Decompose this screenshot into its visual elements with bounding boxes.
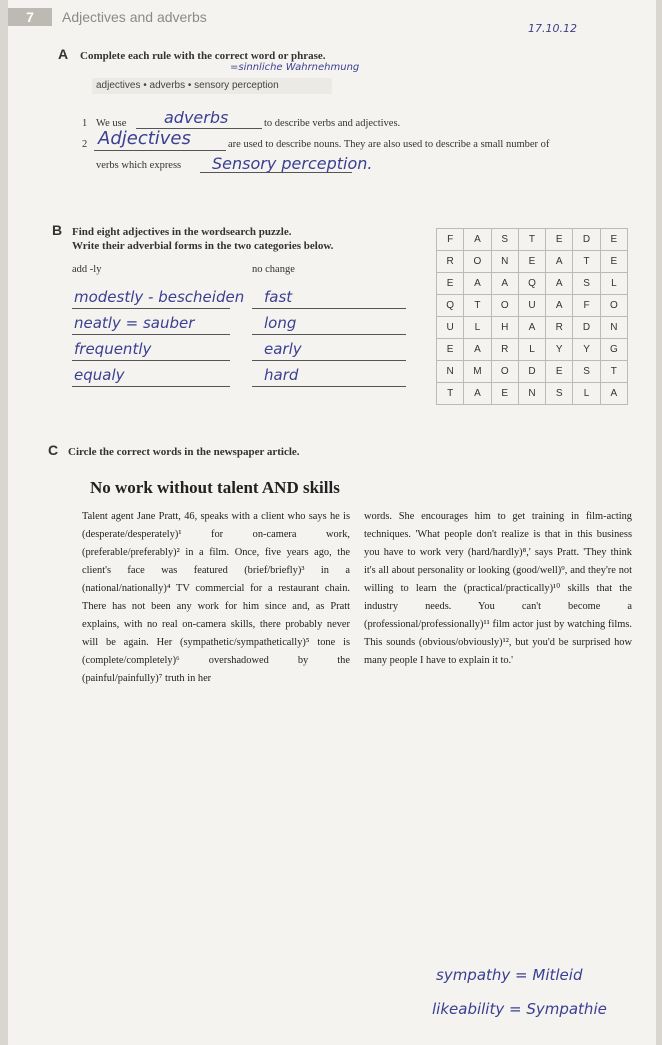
wordsearch-letter: A (464, 273, 491, 295)
wordsearch-row (437, 251, 628, 273)
answer-line (72, 308, 230, 309)
wordsearch-letter: Y (546, 339, 573, 361)
wordsearch-puzzle (436, 228, 636, 418)
wordsearch-letter: A (600, 383, 627, 405)
wordsearch-letter: A (464, 229, 491, 251)
wordsearch-letter: U (518, 295, 545, 317)
wordsearch-letter: E (518, 251, 545, 273)
handwritten-note: =sinnliche Wahrnehmung (230, 62, 360, 73)
answer-line (252, 334, 406, 335)
wordsearch-letter: N (518, 383, 545, 405)
wordsearch-letter: T (518, 229, 545, 251)
wordsearch-letter: T (573, 251, 600, 273)
wordsearch-letter: A (464, 383, 491, 405)
nochange-answer-4: hard (264, 366, 299, 384)
wordsearch-letter: N (491, 251, 518, 273)
section-a-label: A (58, 46, 69, 62)
wordsearch-letter: S (491, 229, 518, 251)
answer-line (252, 386, 406, 387)
wordsearch-letter: O (464, 251, 491, 273)
rule-2-answer: Adjectives (98, 128, 191, 149)
ly-answer-1: modestly - bescheiden (74, 288, 245, 306)
wordsearch-letter: S (573, 273, 600, 295)
wordsearch-letter: S (546, 383, 573, 405)
wordsearch-row (437, 339, 628, 361)
section-b-instruction-1: Find eight adjectives in the wordsearch puzzle. (72, 226, 292, 238)
page-header (8, 4, 656, 35)
answer-line (72, 360, 230, 361)
wordsearch-letter: T (437, 383, 464, 405)
wordsearch-letter: A (518, 317, 545, 339)
wordsearch-letter: Q (518, 273, 545, 295)
wordsearch-letter: O (491, 295, 518, 317)
wordsearch-letter: E (600, 251, 627, 273)
wordsearch-letter: T (600, 361, 627, 383)
column-no-change: no change (252, 264, 295, 275)
section-b-label: B (52, 222, 63, 238)
wordsearch-letter: T (464, 295, 491, 317)
answer-line (94, 150, 226, 151)
wordsearch-row (437, 317, 628, 339)
wordsearch-letter: A (464, 339, 491, 361)
ly-answer-3: frequently (74, 340, 152, 358)
article-column-2: words. She encourages him to get training in film-acting techniques. 'What people don't realize is that in this business you have to work very (hard/hardly)⁸,' says Pratt. 'They think it's all about personality or looking (good/well)⁹, and they're not willing to learn the (practical/practically)¹⁰ skills that the industry needs. You can't become a (professional/professionally)¹¹ film actor just by watching films. This sounds (obvious/obviously)¹², but you'd be surprised how many people I have to explain it to.' (364, 511, 632, 666)
rule-2-answer-2: Sensory perception. (212, 154, 373, 173)
wordsearch-grid (436, 228, 628, 405)
rule-1-number: 1 (82, 118, 88, 129)
wordsearch-letter: F (437, 229, 464, 251)
wordsearch-letter: E (600, 229, 627, 251)
wordsearch-letter: Y (573, 339, 600, 361)
wordsearch-letter: L (518, 339, 545, 361)
wordsearch-letter: D (573, 317, 600, 339)
wordsearch-letter: S (573, 361, 600, 383)
unit-number: 7 (8, 8, 52, 26)
wordsearch-letter: Q (437, 295, 464, 317)
wordsearch-letter: R (437, 251, 464, 273)
wordsearch-letter: O (600, 295, 627, 317)
unit-title: Adjectives and adverbs (62, 9, 207, 25)
section-c-instruction: Circle the correct words in the newspaper article. (68, 446, 300, 458)
answer-line (72, 386, 230, 387)
nochange-answer-1: fast (264, 288, 293, 306)
wordsearch-letter: E (546, 229, 573, 251)
article-column-1: Talent agent Jane Pratt, 46, speaks with a client who says he is (desperate/desperately)¹ for on-camera work, (preferable/preferably)² in a film. Once, five years ago, the client's face was featured (brief/briefly)³ in a (national/nationally)⁴ TV commercial for a restaurant chain. There has not been any work for him since and, as Pratt explains, with no real on-camera skills, there probably never will be again. Her (sympathetic/sympathetically)⁵ tone is (complete/completely)⁶ overshadowed by the (painful/painfully)⁷ truth in her (82, 511, 350, 684)
rule-2-line2: verbs which express (96, 160, 182, 171)
wordsearch-row (437, 383, 628, 405)
wordsearch-letter: U (437, 317, 464, 339)
wordsearch-letter: R (491, 339, 518, 361)
wordsearch-letter: E (437, 273, 464, 295)
wordsearch-letter: E (437, 339, 464, 361)
wordsearch-letter: N (600, 317, 627, 339)
section-c-label: C (48, 442, 59, 458)
section-a-instruction: Complete each rule with the correct word or phrase. (80, 50, 326, 62)
section-b-instruction-2: Write their adverbial forms in the two categories below. (72, 240, 334, 252)
rule-2-text: are used to describe nouns. They are also used to describe a small number of (228, 139, 550, 150)
wordsearch-letter: F (573, 295, 600, 317)
handwritten-note-1: sympathy = Mitleid (436, 966, 583, 984)
wordsearch-letter: E (546, 361, 573, 383)
word-box: adjectives • adverbs • sensory perception (92, 78, 332, 94)
wordsearch-letter: O (491, 361, 518, 383)
wordsearch-row (437, 273, 628, 295)
ly-answer-4: equaly (74, 366, 125, 384)
rule-1-answer: adverbs (164, 108, 229, 127)
column-add-ly: add -ly (72, 264, 102, 275)
wordsearch-letter: L (464, 317, 491, 339)
rule-1-suffix: to describe verbs and adjectives. (264, 118, 401, 129)
worksheet-page (8, 0, 656, 1045)
wordsearch-letter: E (491, 383, 518, 405)
handwritten-note-2: likeability = Sympathie (432, 1000, 607, 1018)
wordsearch-row (437, 229, 628, 251)
wordsearch-letter: M (464, 361, 491, 383)
nochange-answer-2: long (264, 314, 297, 332)
wordsearch-letter: N (437, 361, 464, 383)
wordsearch-letter: A (546, 273, 573, 295)
rule-1-prefix: We use (96, 118, 127, 129)
rule-2-number: 2 (82, 139, 88, 150)
nochange-answer-3: early (264, 340, 302, 358)
wordsearch-letter: G (600, 339, 627, 361)
answer-line (72, 334, 230, 335)
article-title: No work without talent AND skills (90, 478, 340, 497)
wordsearch-letter: L (573, 383, 600, 405)
answer-line (252, 360, 406, 361)
ly-answer-2: neatly = sauber (74, 314, 195, 332)
wordsearch-letter: A (546, 295, 573, 317)
wordsearch-letter: D (518, 361, 545, 383)
wordsearch-letter: H (491, 317, 518, 339)
wordsearch-letter: L (600, 273, 627, 295)
wordsearch-letter: A (491, 273, 518, 295)
handwritten-date: 17.10.12 (528, 22, 577, 35)
wordsearch-row (437, 295, 628, 317)
wordsearch-letter: D (573, 229, 600, 251)
wordsearch-row (437, 361, 628, 383)
wordsearch-letter: A (546, 251, 573, 273)
answer-line (252, 308, 406, 309)
wordsearch-letter: R (546, 317, 573, 339)
